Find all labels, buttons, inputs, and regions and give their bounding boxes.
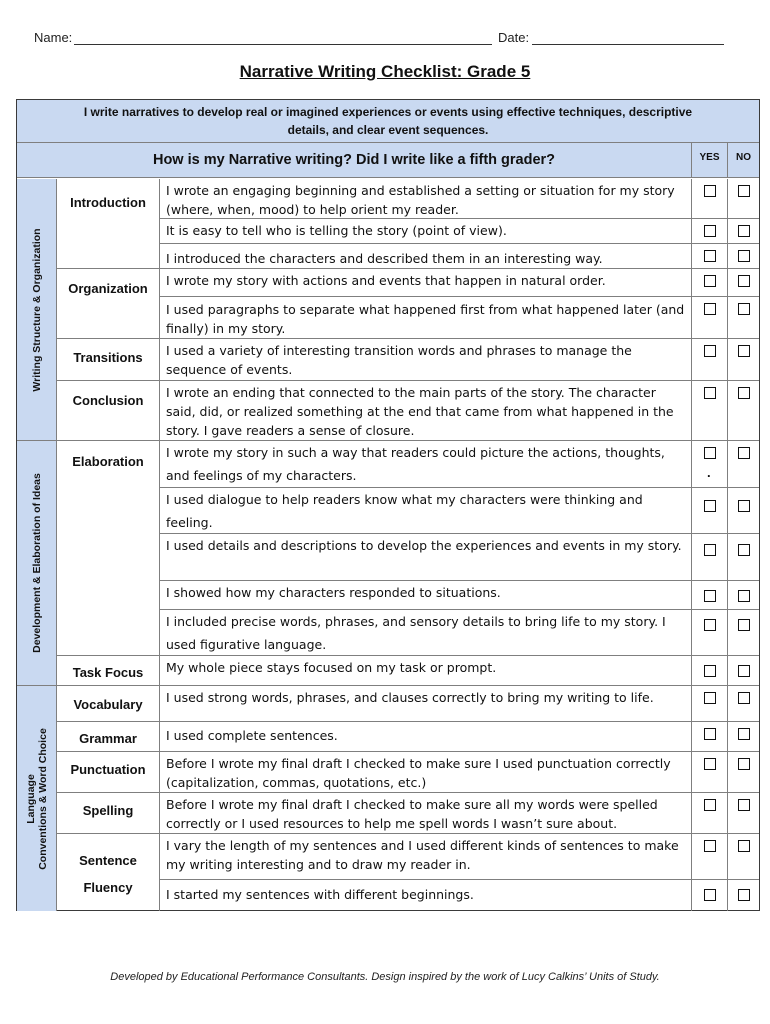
item-text: It is easy to tell who is telling the story (point of view). <box>166 223 507 238</box>
checkbox-icon <box>738 692 750 704</box>
category-transitions: Transitions <box>57 339 160 381</box>
checkbox-icon <box>704 387 716 399</box>
item-text: I used complete sentences. <box>166 728 338 743</box>
item-text: I started my sentences with different beginnings. <box>166 887 474 902</box>
checkbox-icon <box>738 840 750 852</box>
yes-checkbox[interactable] <box>691 656 727 685</box>
item-text: I used dialogue to help readers know what my characters were thinking and feeling. <box>166 492 643 530</box>
category-organization: Organization <box>57 269 160 339</box>
no-checkbox[interactable] <box>727 488 759 533</box>
checklist-table <box>16 99 760 911</box>
no-checkbox[interactable] <box>727 244 759 268</box>
checkbox-icon <box>704 728 716 740</box>
checkbox-icon <box>738 758 750 770</box>
no-checkbox[interactable] <box>727 179 759 218</box>
checkbox-icon <box>738 250 750 262</box>
checkbox-icon <box>738 225 750 237</box>
checkbox-icon <box>704 250 716 262</box>
question-row <box>17 143 759 178</box>
checklist-item <box>160 339 759 381</box>
category-conclusion: Conclusion <box>57 381 160 441</box>
checkbox-icon <box>738 799 750 811</box>
yes-checkbox[interactable] <box>691 834 727 879</box>
checklist-item <box>160 880 759 911</box>
item-text: I showed how my characters responded to situations. <box>166 585 501 600</box>
checkbox-icon <box>738 590 750 602</box>
standard-statement: I write narratives to develop real or imagined experiences or events using effective techniques, descriptive details, and clear event sequences. <box>17 100 759 143</box>
checklist-item <box>160 534 759 581</box>
date-label: Date: <box>498 30 530 45</box>
checkbox-icon <box>738 619 750 631</box>
yes-checkbox[interactable] <box>691 880 727 911</box>
yes-checkbox[interactable] <box>691 339 727 380</box>
checkbox-icon <box>704 619 716 631</box>
checklist-item <box>160 269 759 297</box>
no-checkbox[interactable] <box>727 834 759 879</box>
section-writing-structure <box>17 179 57 441</box>
name-label: Name: <box>34 30 73 45</box>
item-text: I wrote an ending that connected to the main parts of the story. The character said, did, or realized something at the end that came from what happened in the story. I gave readers a sense of closure. <box>166 385 674 438</box>
category-elaboration: Elaboration <box>57 441 160 656</box>
name-field[interactable] <box>74 44 492 45</box>
category-grammar: Grammar <box>57 722 160 752</box>
date-field[interactable] <box>532 44 724 45</box>
yes-checkbox[interactable] <box>691 488 727 533</box>
no-checkbox[interactable] <box>727 534 759 580</box>
checklist-item <box>160 610 759 656</box>
checklist-item <box>160 441 759 488</box>
checkbox-icon <box>738 303 750 315</box>
yes-checkbox[interactable] <box>691 686 727 721</box>
item-text: I wrote my story in such a way that readers could picture the actions, thoughts, and feelings of my characters. <box>166 445 665 483</box>
section-label: Writing Structure & Organization <box>30 227 43 392</box>
category-introduction: Introduction <box>57 179 160 269</box>
yes-checkbox[interactable] <box>691 581 727 609</box>
item-text: My whole piece stays focused on my task or prompt. <box>166 660 497 675</box>
yes-checkbox[interactable] <box>691 219 727 243</box>
yes-checkbox[interactable] <box>691 297 727 338</box>
checklist-item <box>160 297 759 339</box>
checkbox-icon <box>704 275 716 287</box>
checklist-item <box>160 244 759 269</box>
stray-mark: . <box>707 465 711 480</box>
category-punctuation: Punctuation <box>57 752 160 793</box>
item-text: I used a variety of interesting transition words and phrases to manage the sequence of events. <box>166 343 632 377</box>
section-development-elaboration <box>17 441 57 686</box>
item-text: I used strong words, phrases, and clauses correctly to bring my writing to life. <box>166 690 654 705</box>
checkbox-icon <box>704 185 716 197</box>
item-text: Before I wrote my final draft I checked to make sure all my words were spelled correctly or I used resources to help me spell words I wasn’t sure about. <box>166 797 658 831</box>
checklist-item <box>160 381 759 441</box>
no-column-header: NO <box>727 143 759 178</box>
checklist-item <box>160 793 759 834</box>
checkbox-icon <box>738 275 750 287</box>
page-title: Narrative Writing Checklist: Grade 5 <box>239 62 531 81</box>
no-checkbox[interactable] <box>727 686 759 721</box>
checkbox-icon <box>704 447 716 459</box>
checkbox-icon <box>704 590 716 602</box>
yes-column-header: YES <box>691 143 727 178</box>
no-checkbox[interactable] <box>727 880 759 911</box>
item-text: I used paragraphs to separate what happened first from what happened later (and finally) in my story. <box>166 302 685 336</box>
no-checkbox[interactable] <box>727 722 759 751</box>
checkbox-icon <box>704 303 716 315</box>
item-text: I used details and descriptions to develop the experiences and events in my story. <box>166 538 682 553</box>
checkbox-icon <box>738 447 750 459</box>
yes-checkbox[interactable] <box>691 722 727 751</box>
no-checkbox[interactable] <box>727 339 759 380</box>
checkbox-icon <box>704 840 716 852</box>
no-checkbox[interactable] <box>727 610 759 655</box>
checkbox-icon <box>704 500 716 512</box>
item-text: I included precise words, phrases, and sensory details to bring life to my story. I used figurative language. <box>166 614 666 652</box>
checkbox-icon <box>704 799 716 811</box>
category-task-focus: Task Focus <box>57 656 160 686</box>
no-checkbox[interactable] <box>727 793 759 833</box>
checklist-item <box>160 752 759 793</box>
name-date-line <box>34 30 734 48</box>
checkbox-icon <box>738 387 750 399</box>
section-language-conventions <box>17 686 57 911</box>
checkbox-icon <box>704 665 716 677</box>
no-checkbox[interactable] <box>727 581 759 609</box>
yes-checkbox[interactable] <box>691 441 727 487</box>
checkbox-icon <box>704 758 716 770</box>
no-checkbox[interactable] <box>727 441 759 487</box>
checklist-item <box>160 219 759 244</box>
checkbox-icon <box>704 345 716 357</box>
item-text: I vary the length of my sentences and I used different kinds of sentences to make my writing interesting and to draw my reader in. <box>166 838 679 872</box>
item-text: I introduced the characters and described them in an interesting way. <box>166 251 603 266</box>
item-text: Before I wrote my final draft I checked to make sure I used punctuation correctly (capitalization, commas, quotations, etc.) <box>166 756 671 790</box>
item-text: I wrote an engaging beginning and established a setting or situation for my story (where, when, mood) to help orient my reader. <box>166 183 675 217</box>
checklist-item <box>160 834 759 880</box>
checkbox-icon <box>738 500 750 512</box>
checkbox-icon <box>738 665 750 677</box>
checkbox-icon <box>738 889 750 901</box>
category-sentence-fluency: Sentence Fluency <box>57 834 160 911</box>
category-vocabulary: Vocabulary <box>57 686 160 722</box>
checkbox-icon <box>704 692 716 704</box>
checklist-item <box>160 581 759 610</box>
checklist-item <box>160 179 759 219</box>
no-checkbox[interactable] <box>727 297 759 338</box>
checklist-question: How is my Narrative writing? Did I write like a fifth grader? <box>152 152 556 168</box>
yes-checkbox[interactable] <box>691 244 727 268</box>
yes-checkbox[interactable] <box>691 752 727 792</box>
checklist-item <box>160 488 759 534</box>
section-label: Language Conventions & Word Choice <box>24 727 49 870</box>
checklist-item <box>160 722 759 752</box>
no-checkbox[interactable] <box>727 381 759 440</box>
yes-checkbox[interactable] <box>691 179 727 218</box>
checklist-item <box>160 686 759 722</box>
checkbox-icon <box>738 728 750 740</box>
yes-checkbox[interactable] <box>691 793 727 833</box>
checkbox-icon <box>738 345 750 357</box>
yes-checkbox[interactable] <box>691 610 727 655</box>
no-checkbox[interactable] <box>727 269 759 296</box>
checkbox-icon <box>704 544 716 556</box>
no-checkbox[interactable] <box>727 219 759 243</box>
checkbox-icon <box>704 889 716 901</box>
checklist-item <box>160 656 759 686</box>
category-spelling: Spelling <box>57 793 160 834</box>
checkbox-icon <box>738 544 750 556</box>
checkbox-icon <box>704 225 716 237</box>
yes-checkbox[interactable] <box>691 534 727 580</box>
item-text: I wrote my story with actions and events that happen in natural order. <box>166 273 606 288</box>
no-checkbox[interactable] <box>727 656 759 685</box>
yes-checkbox[interactable] <box>691 269 727 296</box>
yes-checkbox[interactable] <box>691 381 727 440</box>
footer-credit: Developed by Educational Performance Consultants. Design inspired by the work of Lucy Calkins’ Units of Study. <box>110 971 660 983</box>
checkbox-icon <box>738 185 750 197</box>
no-checkbox[interactable] <box>727 752 759 792</box>
section-label: Development & Elaboration of Ideas <box>30 473 43 653</box>
